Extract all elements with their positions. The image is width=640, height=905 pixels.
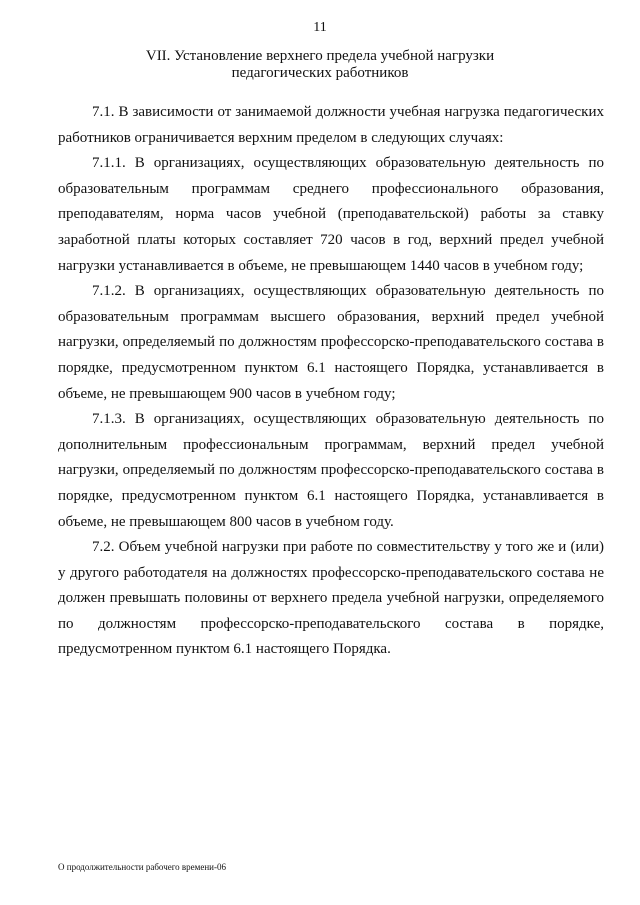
page-number: 11 <box>313 20 327 35</box>
section-title-line-2: педагогических работников <box>231 65 409 81</box>
section-title-line-1: VII. Установление верхнего предела учебной нагрузки <box>145 48 495 64</box>
paragraph-7-2: 7.2. Объем учебной нагрузки при работе по совместительству у того же и (или) у другого работодателя на должностях профессорско-преподавательского состава не должен превышать половины от верхнего предела учебной нагрузки, определяемого по должностям профессорско-преподавательского состава в порядке, предусмотренном пунктом 6.1 настоящего Порядка. <box>58 539 604 658</box>
paragraph-7-1-1: 7.1.1. В организациях, осуществляющих образовательную деятельность по образовательным программам среднего профессионального образования, преподавателям, норма часов учебной (преподавательской) работы за ставку заработной платы которых составляет 720 часов в год, верхний предел учебной нагрузки устанавливается в объеме, не превышающем 1440 часов в учебном году; <box>58 155 604 274</box>
paragraph-7-1-2: 7.1.2. В организациях, осуществляющих образовательную деятельность по образовательным программам высшего образования, верхний предел учебной нагрузки, определяемый по должностям профессорско-преподавательского состава в порядке, предусмотренном пунктом 6.1 настоящего Порядка, устанавливается в объеме, не превышающем 900 часов в учебном году; <box>58 283 604 402</box>
section-title <box>0 48 640 82</box>
document-footer: О продолжительности рабочего времени-06 <box>58 862 226 872</box>
document-body <box>58 100 604 663</box>
paragraph-7-1-3: 7.1.3. В организациях, осуществляющих образовательную деятельность по дополнительным профессиональным программам, верхний предел учебной нагрузки, определяемый по должностям профессорско-преподавательского состава в порядке, предусмотренном пунктом 6.1 настоящего Порядка, устанавливается в объеме, не превышающем 800 часов в учебном году. <box>58 411 604 530</box>
paragraph-7-1: 7.1. В зависимости от занимаемой должности учебная нагрузка педагогических работников ограничивается верхним пределом в следующих случаях: <box>58 104 604 146</box>
